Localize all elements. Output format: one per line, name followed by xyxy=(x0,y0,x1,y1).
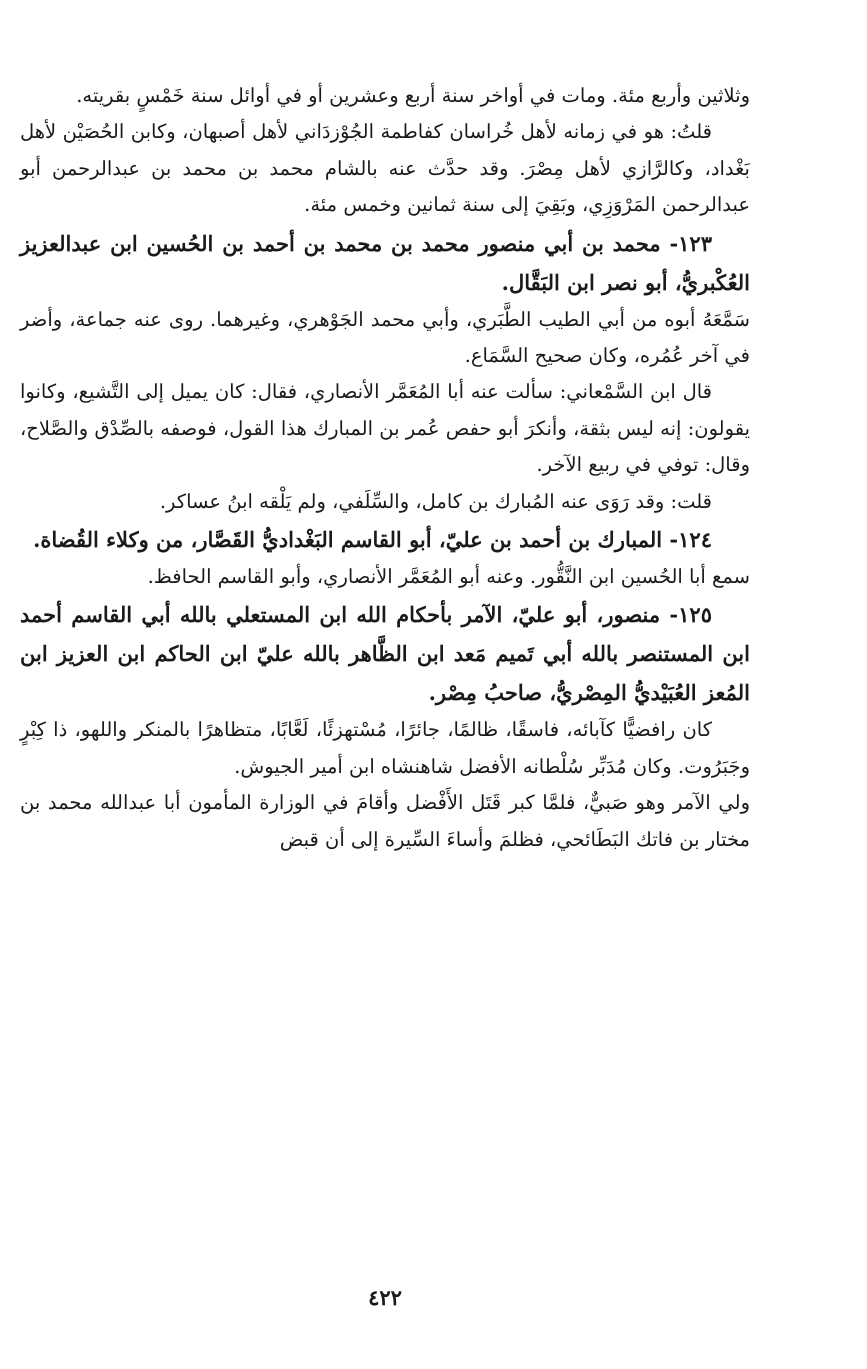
body-text xyxy=(20,78,750,858)
paragraph-entry-125-continued: ولي الآمر وهو صَبيٌّ، فلمَّا كبر قَتَل الأَفْضل وأقامَ في الوزارة المأمون أبا عبدالله محمد بن مختار بن فاتك البَطَائحي، فظلمَ وأساءَ السِّيرة إلى أن قبض xyxy=(20,791,750,851)
entry-heading-123: ١٢٣- محمد بن أبي منصور محمد بن محمد بن أحمد بن الحُسين ابن عبدالعزيز العُكْبريُّ، أبو نصر ابن البَقَّال. xyxy=(20,230,750,295)
paragraph-entry-125-body: كان رافضيًّا كآبائه، فاسقًا، ظالمًا، جائرًا، مُسْتهزئًا، لَعَّابًا، متظاهرًا بالمنكر واللهو، ذا كِبْرٍ وجَبَرُوت. وكان مُدَبِّر سُلْطانه الأفضل شاهنشاه ابن أمير الجيوش. xyxy=(20,718,750,778)
page-number: ٤٢٢ xyxy=(368,1285,402,1310)
entry-heading-125: ١٢٥- منصور، أبو عليّ، الآمر بأحكام الله ابن المستعلي بالله أبي القاسم أحمد ابن المستنصر بالله أبي تَميم مَعد ابن الظَّاهر بالله عليّ ابن الحاكم ابن العزيز ابن المُعز العُبَيْديُّ المِصْريُّ، صاحبُ مِصْر. xyxy=(20,602,750,706)
paragraph-continuation: وثلاثين وأربع مئة. ومات في أواخر سنة أربع وعشرين أو في أوائل سنة خَمْسٍ بقريته. xyxy=(76,84,750,107)
paragraph-entry-123-body: سَمَّعَهُ أبوه من أبي الطيب الطَّبَري، وأبي محمد الجَوْهري، وغيرهما. روى عنه جماعة، وأضر في آخر عُمُره، وكان صحيح السَّمَاع. xyxy=(20,307,750,368)
entry-heading-124: ١٢٤- المبارك بن أحمد بن عليّ، أبو القاسم البَغْداديُّ القَصَّار، من وكلاء القُضاة. xyxy=(33,527,712,553)
paragraph-note: قلتُ: هو في زمانه لأهل خُراسان كفاطمة الجُوْزدَاني لأهل أصبهان، وكابن الحُصَيْن لأهل بَغْداد، وكالرَّازي لأهل مِصْرَ. وقد حدَّث عنه بالشام محمد بن محمد بن عبدالرحمن أبو عبدالرحمن المَرْوَزِي، وبَقِيَ إلى سنة ثمانين وخمس مئة. xyxy=(20,120,750,217)
paragraph-entry-123-quote: قال ابن السَّمْعاني: سألت عنه أبا المُعَمَّر الأنصاري، فقال: كان يميل إلى التَّشيع، وكانوا يقولون: إنه ليس بثقة، وأنكرَ أبو حفص عُمر بن المبارك هذا القول، فوصفه بالصِّدْق والصَّلاح، وقال: توفي في ربيع الآخر. xyxy=(20,380,750,477)
paragraph-entry-123-note: قلت: وقد رَوَى عنه المُبارك بن كامل، والسِّلَفي، ولم يَلْقه ابنُ عساكر. xyxy=(159,489,712,513)
paragraph-entry-124-body: سمع أبا الحُسين ابن النَّقُّور. وعنه أبو المُعَمَّر الأنصاري، وأبو القاسم الحافظ. xyxy=(147,565,750,589)
